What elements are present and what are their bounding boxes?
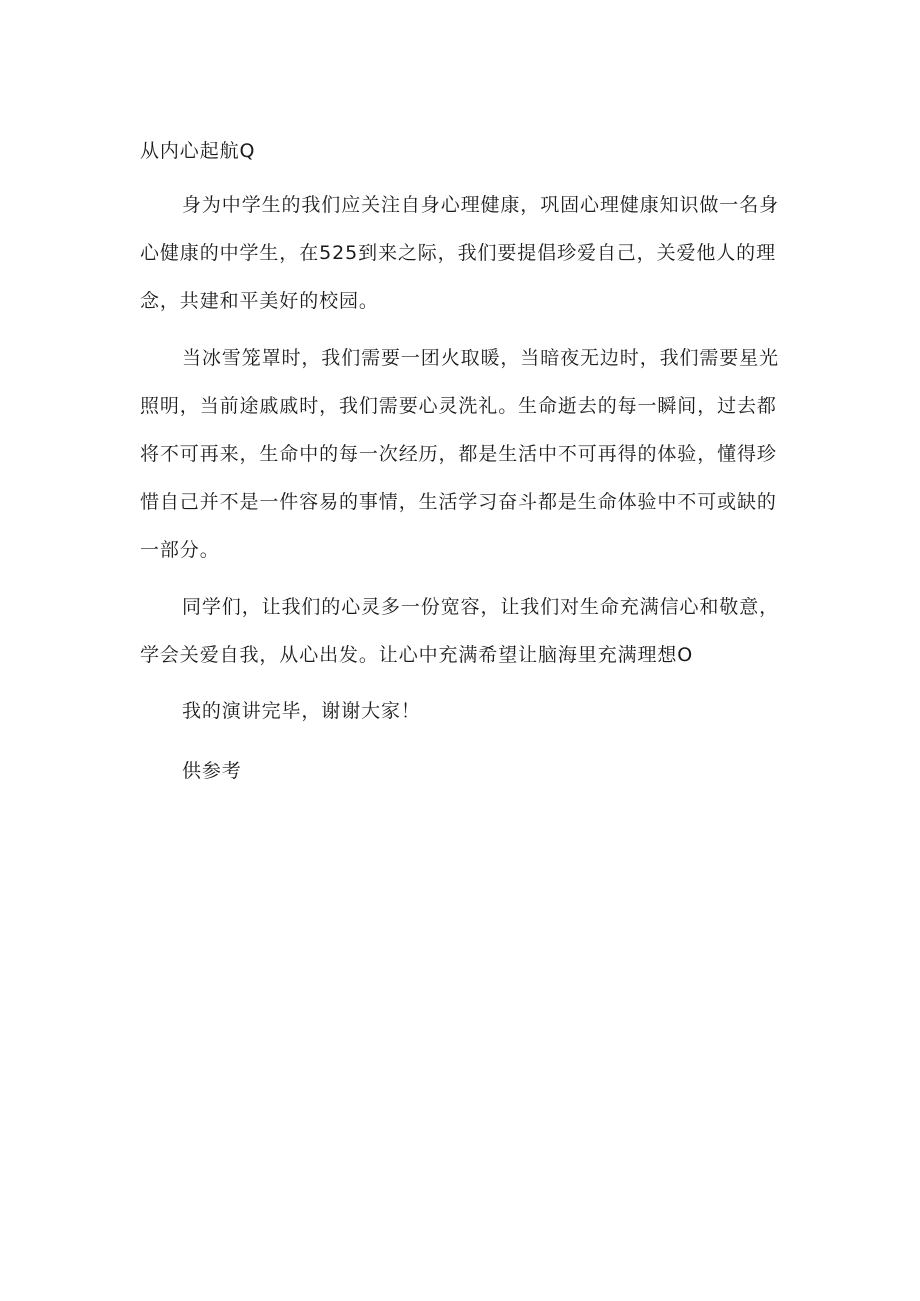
- paragraph-2-line-2: 照明，当前途戚戚时，我们需要心灵洗礼。生命逝去的每一瞬间，过去都: [140, 395, 777, 417]
- paragraph-2-line-4: 惜自己并不是一件容易的事情，生活学习奋斗都是生命体验中不可或缺的: [140, 491, 777, 513]
- heading-line: 从内心起航Q: [140, 140, 256, 162]
- closing-line: 我的演讲完毕，谢谢大家！: [182, 700, 421, 722]
- paragraph-2-line-5: 一部分。: [140, 539, 220, 561]
- paragraph-3-line-1: 同学们，让我们的心灵多一份宽容，让我们对生命充满信心和敬意，: [182, 596, 780, 618]
- paragraph-3-line-2: 学会关爱自我，从心出发。让心中充满希望让脑海里充满理想O: [140, 644, 694, 666]
- paragraph-2-line-3: 将不可再来，生命中的每一次经历，都是生活中不可再得的体验，懂得珍: [140, 443, 777, 465]
- paragraph-1-line-1: 身为中学生的我们应关注自身心理健康，巩固心理健康知识做一名身: [182, 194, 780, 216]
- paragraph-2-line-1: 当冰雪笼罩时，我们需要一团火取暖，当暗夜无边时，我们需要星光: [182, 347, 780, 369]
- paragraph-1-line-2: 心健康的中学生，在525到来之际，我们要提倡珍爱自己，关爱他人的理: [140, 242, 776, 264]
- footer-note: 供参考: [182, 760, 242, 782]
- paragraph-1-line-3: 念，共建和平美好的校园。: [140, 290, 379, 312]
